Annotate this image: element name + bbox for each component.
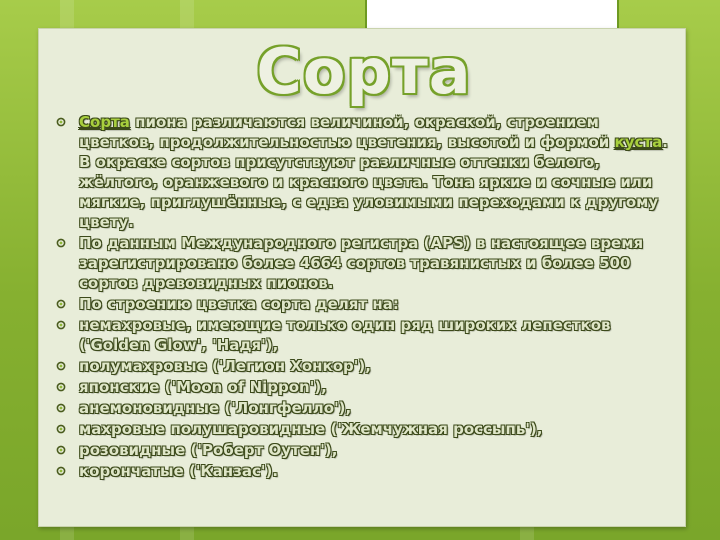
item-text: немахровые, имеющие только один ряд широких лепестков ('Golden Glow', 'Надя'), (79, 316, 611, 354)
ring-bullet-icon (56, 403, 66, 413)
ring-bullet-icon (56, 382, 66, 392)
highlighted-term: Сорта (79, 113, 130, 131)
ring-bullet-icon (56, 320, 66, 330)
item-text: японские ('Moon of Nippon'), (79, 378, 327, 396)
list-item (39, 356, 674, 376)
item-text: По данным Международного регистра (APS) в настоящее время зарегистрировано более 4664 сортов травянистых и более 500 сортов древовидных пионов. (79, 234, 644, 292)
slide-title: Сорта (256, 35, 472, 108)
item-text: пиона различаются величиной, окраской, строением цветков, продолжительностью цветения, высотой и формой (79, 113, 615, 151)
item-text: полумахровые ('Легион Хонкор'), (79, 357, 371, 375)
list-item (39, 294, 674, 314)
ring-bullet-icon (56, 361, 66, 371)
ring-bullet-icon (56, 424, 66, 434)
list-item (39, 440, 674, 460)
list-item (39, 377, 674, 397)
content-panel (38, 28, 686, 527)
bullet-list (39, 112, 674, 482)
ring-bullet-icon (56, 299, 66, 309)
item-text: По строению цветка сорта делят на: (79, 295, 399, 313)
item-text: . В окраске сортов присутствуют различные оттенки белого, жёлтого, оранжевого и красного цвета. Тона яркие и сочные или мягкие, приглушённые, с едва уловимыми переходами к другому цвету. (79, 133, 668, 231)
ring-bullet-icon (56, 117, 66, 127)
list-item (39, 315, 674, 355)
item-text: корончатые ('Канзас'). (79, 462, 279, 480)
list-item (39, 398, 674, 418)
ring-bullet-icon (56, 466, 66, 476)
item-text: розовидные ('Роберт Оутен'), (79, 441, 338, 459)
list-item (39, 419, 674, 439)
ring-bullet-icon (56, 445, 66, 455)
item-text: махровые полушаровидные ('Жемчужная россыпь'), (79, 420, 543, 438)
ring-bullet-icon (56, 238, 66, 248)
list-item (39, 112, 674, 232)
list-item (39, 461, 674, 481)
highlighted-term: куста (614, 133, 663, 151)
item-text: анемоновидные ('Лонгфелло'), (79, 399, 352, 417)
list-item (39, 233, 674, 293)
